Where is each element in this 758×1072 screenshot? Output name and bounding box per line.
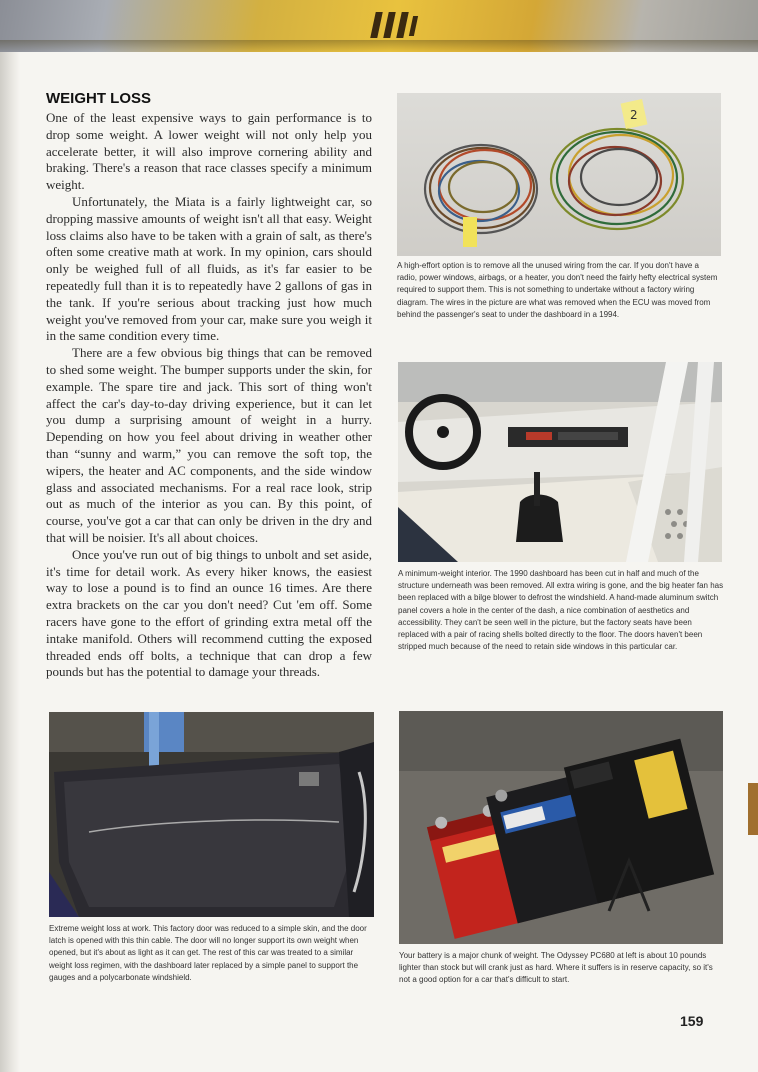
batteries-illustration bbox=[399, 711, 723, 944]
side-tab-marker bbox=[748, 783, 758, 835]
stripped-interior-illustration bbox=[398, 362, 722, 562]
wiring-tag-label: 2 bbox=[630, 108, 638, 122]
paragraph-3: There are a few obvious big things that can be removed to shed some weight. The bumper supports under the skin, for example. The spare tire and jack. This sort of thing won't affect the car's day-to-day driving experience, but it can let you dump a surprising amount of weight in a hurry. Depending on how you feel about driving in weather other than “sunny and warm,” you can remove the soft top, the wipers, the heater and AC components, and the side window glass and associated mechanisms. For a real race look, strip out as much of the interior as you can. By this point, of course, you've got a car that can only be driven in the dry and that will be noisier. It's all about choices. bbox=[46, 345, 372, 545]
paragraph-1: One of the least expensive ways to gain performance is to drop some weight. A lower weight will not only help you accelerate better, it will also improve cornering ability and braking. There's a reason that race classes specify a minimum weight. bbox=[46, 110, 372, 193]
interior-photo bbox=[398, 362, 722, 562]
battery-photo-caption: Your battery is a major chunk of weight. The Odyssey PC680 at left is about 10 pounds lighter than stock but will crank just as hard. Where it suffers is in reserve capacity, so it's not a good option for a car that's difficult to start. bbox=[399, 951, 713, 985]
battery-photo bbox=[399, 711, 723, 944]
paragraph-2: Unfortunately, the Miata is a fairly lightweight car, so dropping massive amounts of weight isn't all that easy. Weight loss claims also have to be taken with a grain of salt, as there's often some creative math at work. In my opinion, cars should only be weighed full of all fluids, as it's far easier to be repeatedly full than it is to repeatedly have 2 gallons of gas in the tank. If you're serious about tracking just how much weight you've removed from your car, make sure you weigh it in the same condition every time. bbox=[46, 193, 372, 344]
wiring-harness-photo bbox=[397, 93, 721, 256]
page-spine-shadow bbox=[0, 0, 20, 1072]
stripped-door-illustration bbox=[49, 712, 374, 917]
article-body bbox=[46, 110, 372, 681]
paragraph-4: Once you've run out of big things to unbolt and set aside, it's time for detail work. As every hiker knows, the easiest way to lose a pound is to find an ounce 16 times. Are there extra brackets on the car you don't need? Cut 'em off. Some racers have gone to the effort of grinding extra metal off the intake manifold. Others will recommend cutting the exposed threaded ends off bolts, a technique that can drop a few pounds but has the potential to damage your threads. bbox=[46, 546, 372, 680]
door-photo-caption: Extreme weight loss at work. This factory door was reduced to a simple skin, and the door latch is opened with this thin cable. The door will no longer support its own weight when opened, but it's about as light as it can get. The rest of this car was treated to a similar weight loss regimen, with the dashboard later replaced by a simple panel to support the gauges and a polycarbonate windshield. bbox=[49, 924, 367, 982]
top-banner-image bbox=[0, 0, 758, 52]
interior-photo-caption: A minimum-weight interior. The 1990 dashboard has been cut in half and much of the structure underneath was been removed. All extra wiring is gone, and the big heater fan has been replaced with a bilge blower to defrost the windshield. A hand-made aluminum switch panel covers a hole in the center of the dash, a nice combination of aesthetics and accessibility. They can't be seen well in the picture, but the factory seats have been replaced with a pair of racing shells bolted directly to the floor. The doors haven't been stripped much because of the need to retain side windows in this particular car. bbox=[398, 569, 724, 652]
wiring-photo-caption: A high-effort option is to remove all the unused wiring from the car. If you don't have a radio, power windows, airbags, or a heater, you don't need the fairly hefty electrical system required to support them. This is not something to undertake without a factory wiring diagram. The wires in the picture are what was removed when the ECU was moved from behind the passenger's seat to under the dashboard in a 1994. bbox=[397, 261, 718, 319]
section-heading: WEIGHT LOSS bbox=[46, 90, 151, 107]
side-tab-label bbox=[744, 700, 758, 780]
door-photo bbox=[49, 712, 374, 917]
page-number: 159 bbox=[680, 1013, 704, 1029]
wiring-harness-illustration bbox=[397, 93, 721, 256]
